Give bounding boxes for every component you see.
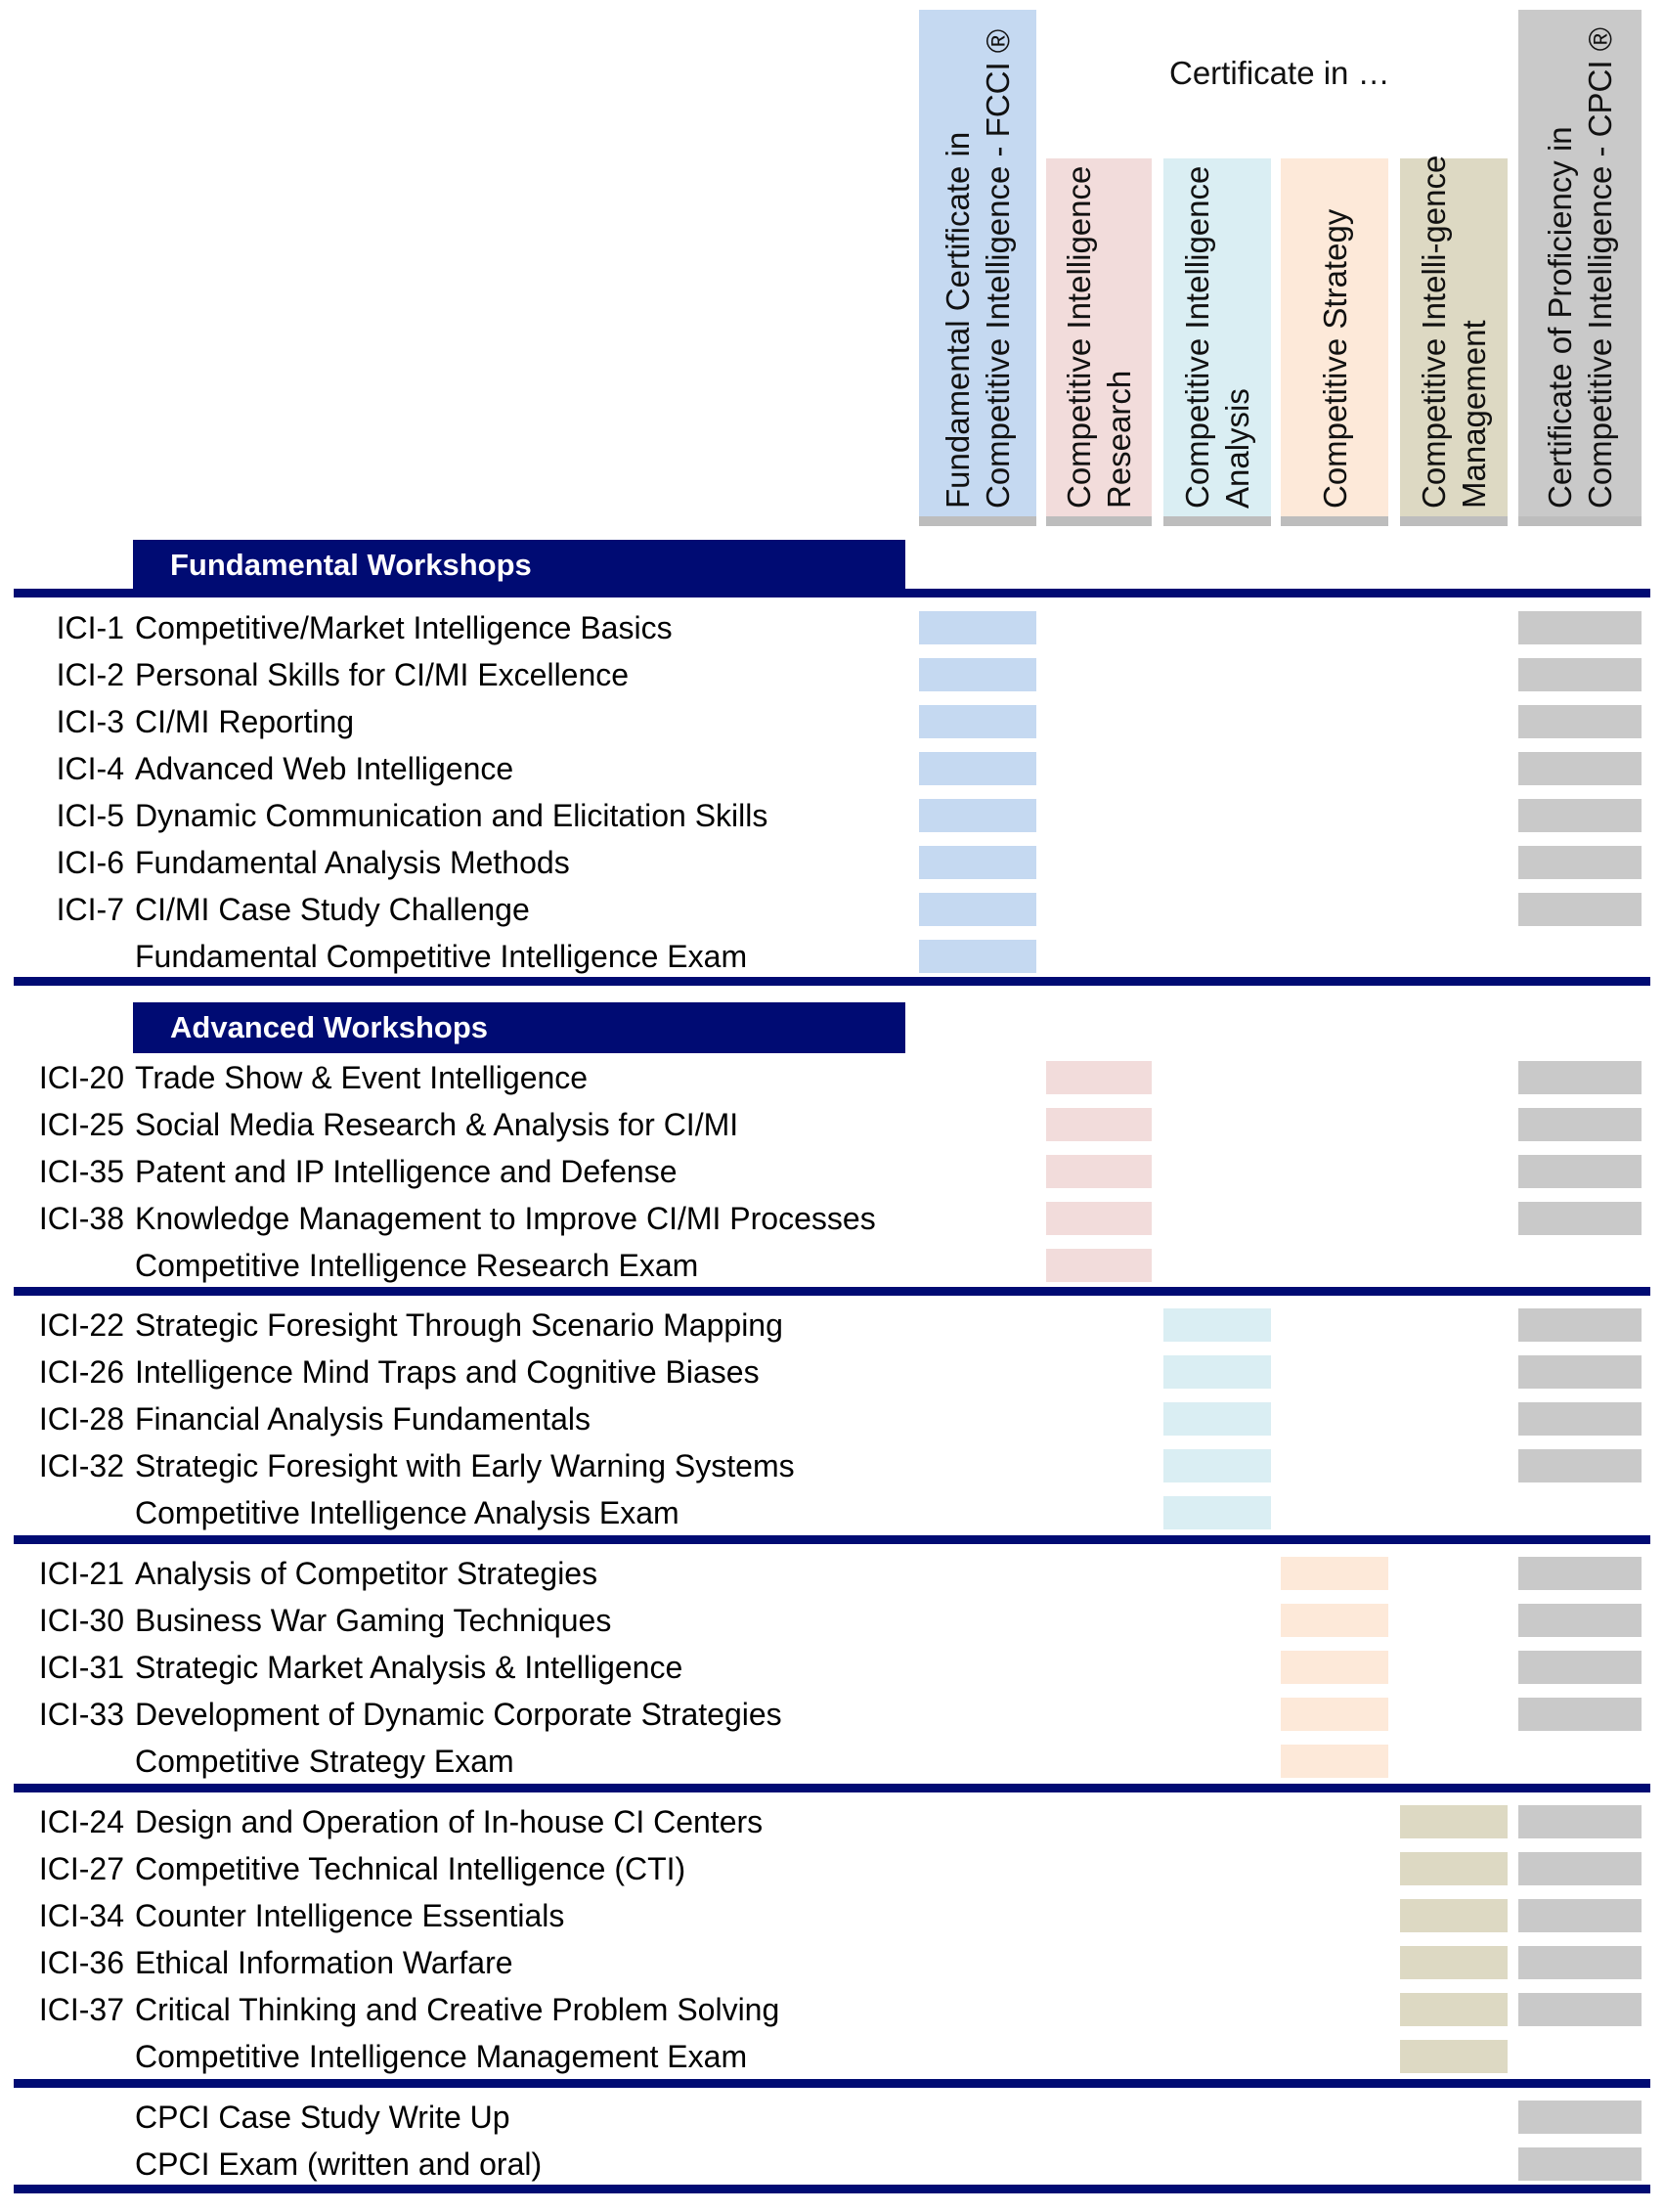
column-header-label: [1315, 209, 1355, 509]
workshop-title: Development of Dynamic Corporate Strategies: [135, 1697, 782, 1732]
workshop-title: CPCI Exam (written and oral): [135, 2146, 543, 2182]
column-header-cpci: [1518, 10, 1642, 526]
workshop-title: Strategic Foresight Through Scenario Mapping: [135, 1307, 783, 1343]
table-row: [0, 1597, 1664, 1644]
section-divider: [14, 589, 1650, 597]
section-fundamental-workshops: Fundamental Workshops: [133, 540, 905, 591]
certificate-mark-cpci: [1518, 1899, 1642, 1932]
column-header-cs: [1281, 158, 1388, 526]
column-header-cia: [1163, 158, 1271, 526]
column-header-label: [1177, 166, 1257, 509]
certificate-mark-cia: [1163, 1449, 1271, 1482]
certificate-mark-cpci: [1518, 1698, 1642, 1731]
certificate-mark-cpci: [1518, 893, 1642, 926]
certificate-mark-fcci: [919, 893, 1036, 926]
column-header-strip: [1400, 516, 1508, 526]
column-header-label: [1414, 155, 1494, 509]
column-header-cir: [1046, 158, 1152, 526]
workshop-title: CPCI Case Study Write Up: [135, 2100, 510, 2135]
certificate-mark-cim: [1400, 1852, 1508, 1885]
certificate-mark-cs: [1281, 1745, 1388, 1778]
certificate-mark-cpci: [1518, 1355, 1642, 1389]
certificate-mark-fcci: [919, 846, 1036, 879]
table-row: [0, 933, 1664, 980]
workshop-title: Patent and IP Intelligence and Defense: [135, 1154, 678, 1189]
table-row: [0, 839, 1664, 886]
workshop-code: ICI-22: [38, 1307, 124, 1343]
column-header-line: Certificate of Proficiency in: [1542, 126, 1578, 509]
certificate-mark-cpci: [1518, 1651, 1642, 1684]
certificate-mark-cia: [1163, 1308, 1271, 1342]
table-row: [0, 1148, 1664, 1195]
workshop-title: Social Media Research & Analysis for CI/MI: [135, 1107, 739, 1142]
column-header-label: [1540, 27, 1620, 509]
certificate-mark-cs: [1281, 1651, 1388, 1684]
column-header-cim: [1400, 155, 1508, 526]
workshop-code: ICI-37: [38, 1992, 124, 2027]
table-row: [0, 2141, 1664, 2188]
certificate-mark-cpci: [1518, 2147, 1642, 2181]
certificate-mark-cpci: [1518, 658, 1642, 691]
table-row: [0, 1054, 1664, 1101]
certificate-mark-cia: [1163, 1402, 1271, 1436]
workshop-code: ICI-28: [38, 1401, 124, 1437]
column-header-strip: [1281, 516, 1388, 526]
certificate-mark-fcci: [919, 658, 1036, 691]
column-header-line: Competitive Strategy: [1317, 208, 1353, 509]
certificate-mark-cim: [1400, 1946, 1508, 1979]
workshop-code: ICI-21: [38, 1556, 124, 1591]
workshop-code: ICI-34: [38, 1898, 124, 1933]
workshop-title: Trade Show & Event Intelligence: [135, 1060, 589, 1095]
table-row: [0, 2094, 1664, 2141]
workshop-title: Dynamic Communication and Elicitation Skills: [135, 798, 768, 833]
workshop-code: ICI-4: [56, 751, 124, 786]
workshop-code: ICI-36: [38, 1945, 124, 1980]
workshop-code: ICI-6: [56, 845, 124, 880]
table-row: [0, 1691, 1664, 1738]
table-row: [0, 1644, 1664, 1691]
certificate-mark-cpci: [1518, 1993, 1642, 2026]
certificate-mark-cpci: [1518, 799, 1642, 832]
certificate-mark-cs: [1281, 1557, 1388, 1590]
certificate-mark-fcci: [919, 799, 1036, 832]
certificate-mark-cim: [1400, 1993, 1508, 2026]
workshop-title: Business War Gaming Techniques: [135, 1603, 612, 1638]
certificate-mark-fcci: [919, 940, 1036, 973]
workshop-title: Competitive Strategy Exam: [135, 1744, 514, 1779]
workshop-title: Fundamental Competitive Intelligence Exam: [135, 939, 748, 974]
column-header-strip: [1518, 516, 1642, 526]
section-divider: [14, 1784, 1650, 1792]
workshop-code: ICI-5: [56, 798, 124, 833]
workshop-title: Strategic Market Analysis & Intelligence: [135, 1650, 683, 1685]
workshop-title: Financial Analysis Fundamentals: [135, 1401, 591, 1437]
workshop-title: CI/MI Case Study Challenge: [135, 892, 530, 927]
certificate-mark-cpci: [1518, 1852, 1642, 1885]
certificate-mark-cs: [1281, 1698, 1388, 1731]
workshop-title: Competitive/Market Intelligence Basics: [135, 610, 673, 645]
table-row: [0, 1939, 1664, 1986]
table-row: [0, 1101, 1664, 1148]
column-header-line: Competitive Intelligence: [1179, 165, 1215, 509]
certificate-mark-cpci: [1518, 1308, 1642, 1342]
table-row: [0, 1302, 1664, 1349]
table-row: [0, 1892, 1664, 1939]
table-row: [0, 1738, 1664, 1785]
table-row: [0, 698, 1664, 745]
certificate-mark-fcci: [919, 705, 1036, 738]
certificate-mark-cpci: [1518, 1946, 1642, 1979]
table-row: [0, 792, 1664, 839]
certificate-mark-cia: [1163, 1496, 1271, 1529]
column-header-strip: [919, 516, 1036, 526]
table-row: [0, 1349, 1664, 1395]
workshop-title: Fundamental Analysis Methods: [135, 845, 570, 880]
certificate-mark-cir: [1046, 1155, 1152, 1188]
workshop-title: Competitive Intelligence Management Exam: [135, 2039, 748, 2074]
section-divider: [14, 1535, 1650, 1544]
workshop-title: Competitive Intelligence Analysis Exam: [135, 1495, 679, 1530]
certificate-mark-cpci: [1518, 1108, 1642, 1141]
workshop-title: Strategic Foresight with Early Warning Systems: [135, 1448, 795, 1483]
workshop-code: ICI-2: [56, 657, 124, 692]
workshop-code: ICI-33: [38, 1697, 124, 1732]
section-advanced-workshops: Advanced Workshops: [133, 1002, 905, 1053]
certificate-mark-cpci: [1518, 1805, 1642, 1838]
workshop-code: ICI-1: [56, 610, 124, 645]
table-row: [0, 1395, 1664, 1442]
workshop-title: Personal Skills for CI/MI Excellence: [135, 657, 630, 692]
workshop-title: Competitive Intelligence Research Exam: [135, 1248, 699, 1283]
column-header-strip: [1046, 516, 1152, 526]
table-row: [0, 651, 1664, 698]
column-header-line: Competitive Intelli-gence: [1416, 155, 1452, 509]
certificate-in-label: Certificate in …: [1169, 55, 1390, 91]
certificate-mark-cpci: [1518, 1557, 1642, 1590]
certificate-mark-cim: [1400, 2040, 1508, 2073]
certificate-mark-cir: [1046, 1061, 1152, 1094]
column-header-line: Fundamental Certificate in: [940, 131, 976, 509]
table-row: [0, 1845, 1664, 1892]
table-row: [0, 745, 1664, 792]
column-header-line: Research: [1101, 370, 1137, 509]
workshop-title: Counter Intelligence Essentials: [135, 1898, 565, 1933]
table-row: [0, 1986, 1664, 2033]
certificate-mark-cpci: [1518, 752, 1642, 785]
column-header-fcci: [919, 10, 1036, 526]
column-header-label: [938, 29, 1018, 509]
column-header-line: Competitive Intelligence - CPCI ®: [1582, 26, 1618, 509]
workshop-code: ICI-31: [38, 1650, 124, 1685]
table-row: [0, 1798, 1664, 1845]
workshop-code: ICI-38: [38, 1201, 124, 1236]
certificate-mark-cpci: [1518, 1202, 1642, 1235]
table-row: [0, 1489, 1664, 1536]
workshop-code: ICI-32: [38, 1448, 124, 1483]
workshop-code: ICI-3: [56, 704, 124, 739]
workshop-code: ICI-26: [38, 1354, 124, 1390]
certificate-mark-cim: [1400, 1899, 1508, 1932]
column-header-line: Competitive Intelligence: [1061, 165, 1097, 509]
certificate-mark-cpci: [1518, 1061, 1642, 1094]
workshop-code: ICI-30: [38, 1603, 124, 1638]
certificate-mark-cpci: [1518, 1155, 1642, 1188]
certificate-mark-cir: [1046, 1108, 1152, 1141]
section-divider: [14, 2079, 1650, 2088]
certificate-mark-cs: [1281, 1604, 1388, 1637]
workshop-title: Critical Thinking and Creative Problem Solving: [135, 1992, 780, 2027]
certificate-mark-cpci: [1518, 611, 1642, 644]
certificate-mark-cpci: [1518, 1449, 1642, 1482]
certificate-mark-cpci: [1518, 846, 1642, 879]
workshop-code: ICI-27: [38, 1851, 124, 1886]
workshop-title: Intelligence Mind Traps and Cognitive Biases: [135, 1354, 760, 1390]
column-header-line: Analysis: [1219, 388, 1255, 509]
column-header-line: Competitive Intelligence - FCCI ®: [980, 28, 1016, 509]
workshop-title: Design and Operation of In-house CI Centers: [135, 1804, 764, 1839]
certificate-mark-fcci: [919, 611, 1036, 644]
table-row: [0, 604, 1664, 651]
workshop-title: Ethical Information Warfare: [135, 1945, 513, 1980]
certificate-mark-cpci: [1518, 2101, 1642, 2134]
certificate-mark-cim: [1400, 1805, 1508, 1838]
workshop-title: Advanced Web Intelligence: [135, 751, 514, 786]
certificate-mark-cpci: [1518, 1402, 1642, 1436]
certificate-mark-cpci: [1518, 1604, 1642, 1637]
column-header-line: Management: [1456, 320, 1492, 509]
certificate-mark-cir: [1046, 1249, 1152, 1282]
workshop-code: ICI-35: [38, 1154, 124, 1189]
table-row: [0, 2033, 1664, 2080]
certificate-mark-fcci: [919, 752, 1036, 785]
certificate-mark-cpci: [1518, 705, 1642, 738]
workshop-code: ICI-25: [38, 1107, 124, 1142]
table-row: [0, 886, 1664, 933]
certificate-mark-cia: [1163, 1355, 1271, 1389]
column-header-label: [1059, 166, 1139, 509]
table-row: [0, 1195, 1664, 1242]
column-header-strip: [1163, 516, 1271, 526]
workshop-title: Knowledge Management to Improve CI/MI Processes: [135, 1201, 876, 1236]
workshop-title: Competitive Technical Intelligence (CTI): [135, 1851, 686, 1886]
table-row: [0, 1242, 1664, 1289]
workshop-title: CI/MI Reporting: [135, 704, 355, 739]
workshop-code: ICI-20: [38, 1060, 124, 1095]
workshop-code: ICI-7: [56, 892, 124, 927]
table-row: [0, 1442, 1664, 1489]
table-row: [0, 1550, 1664, 1597]
workshop-title: Analysis of Competitor Strategies: [135, 1556, 598, 1591]
workshop-code: ICI-24: [38, 1804, 124, 1839]
certificate-mark-cir: [1046, 1202, 1152, 1235]
